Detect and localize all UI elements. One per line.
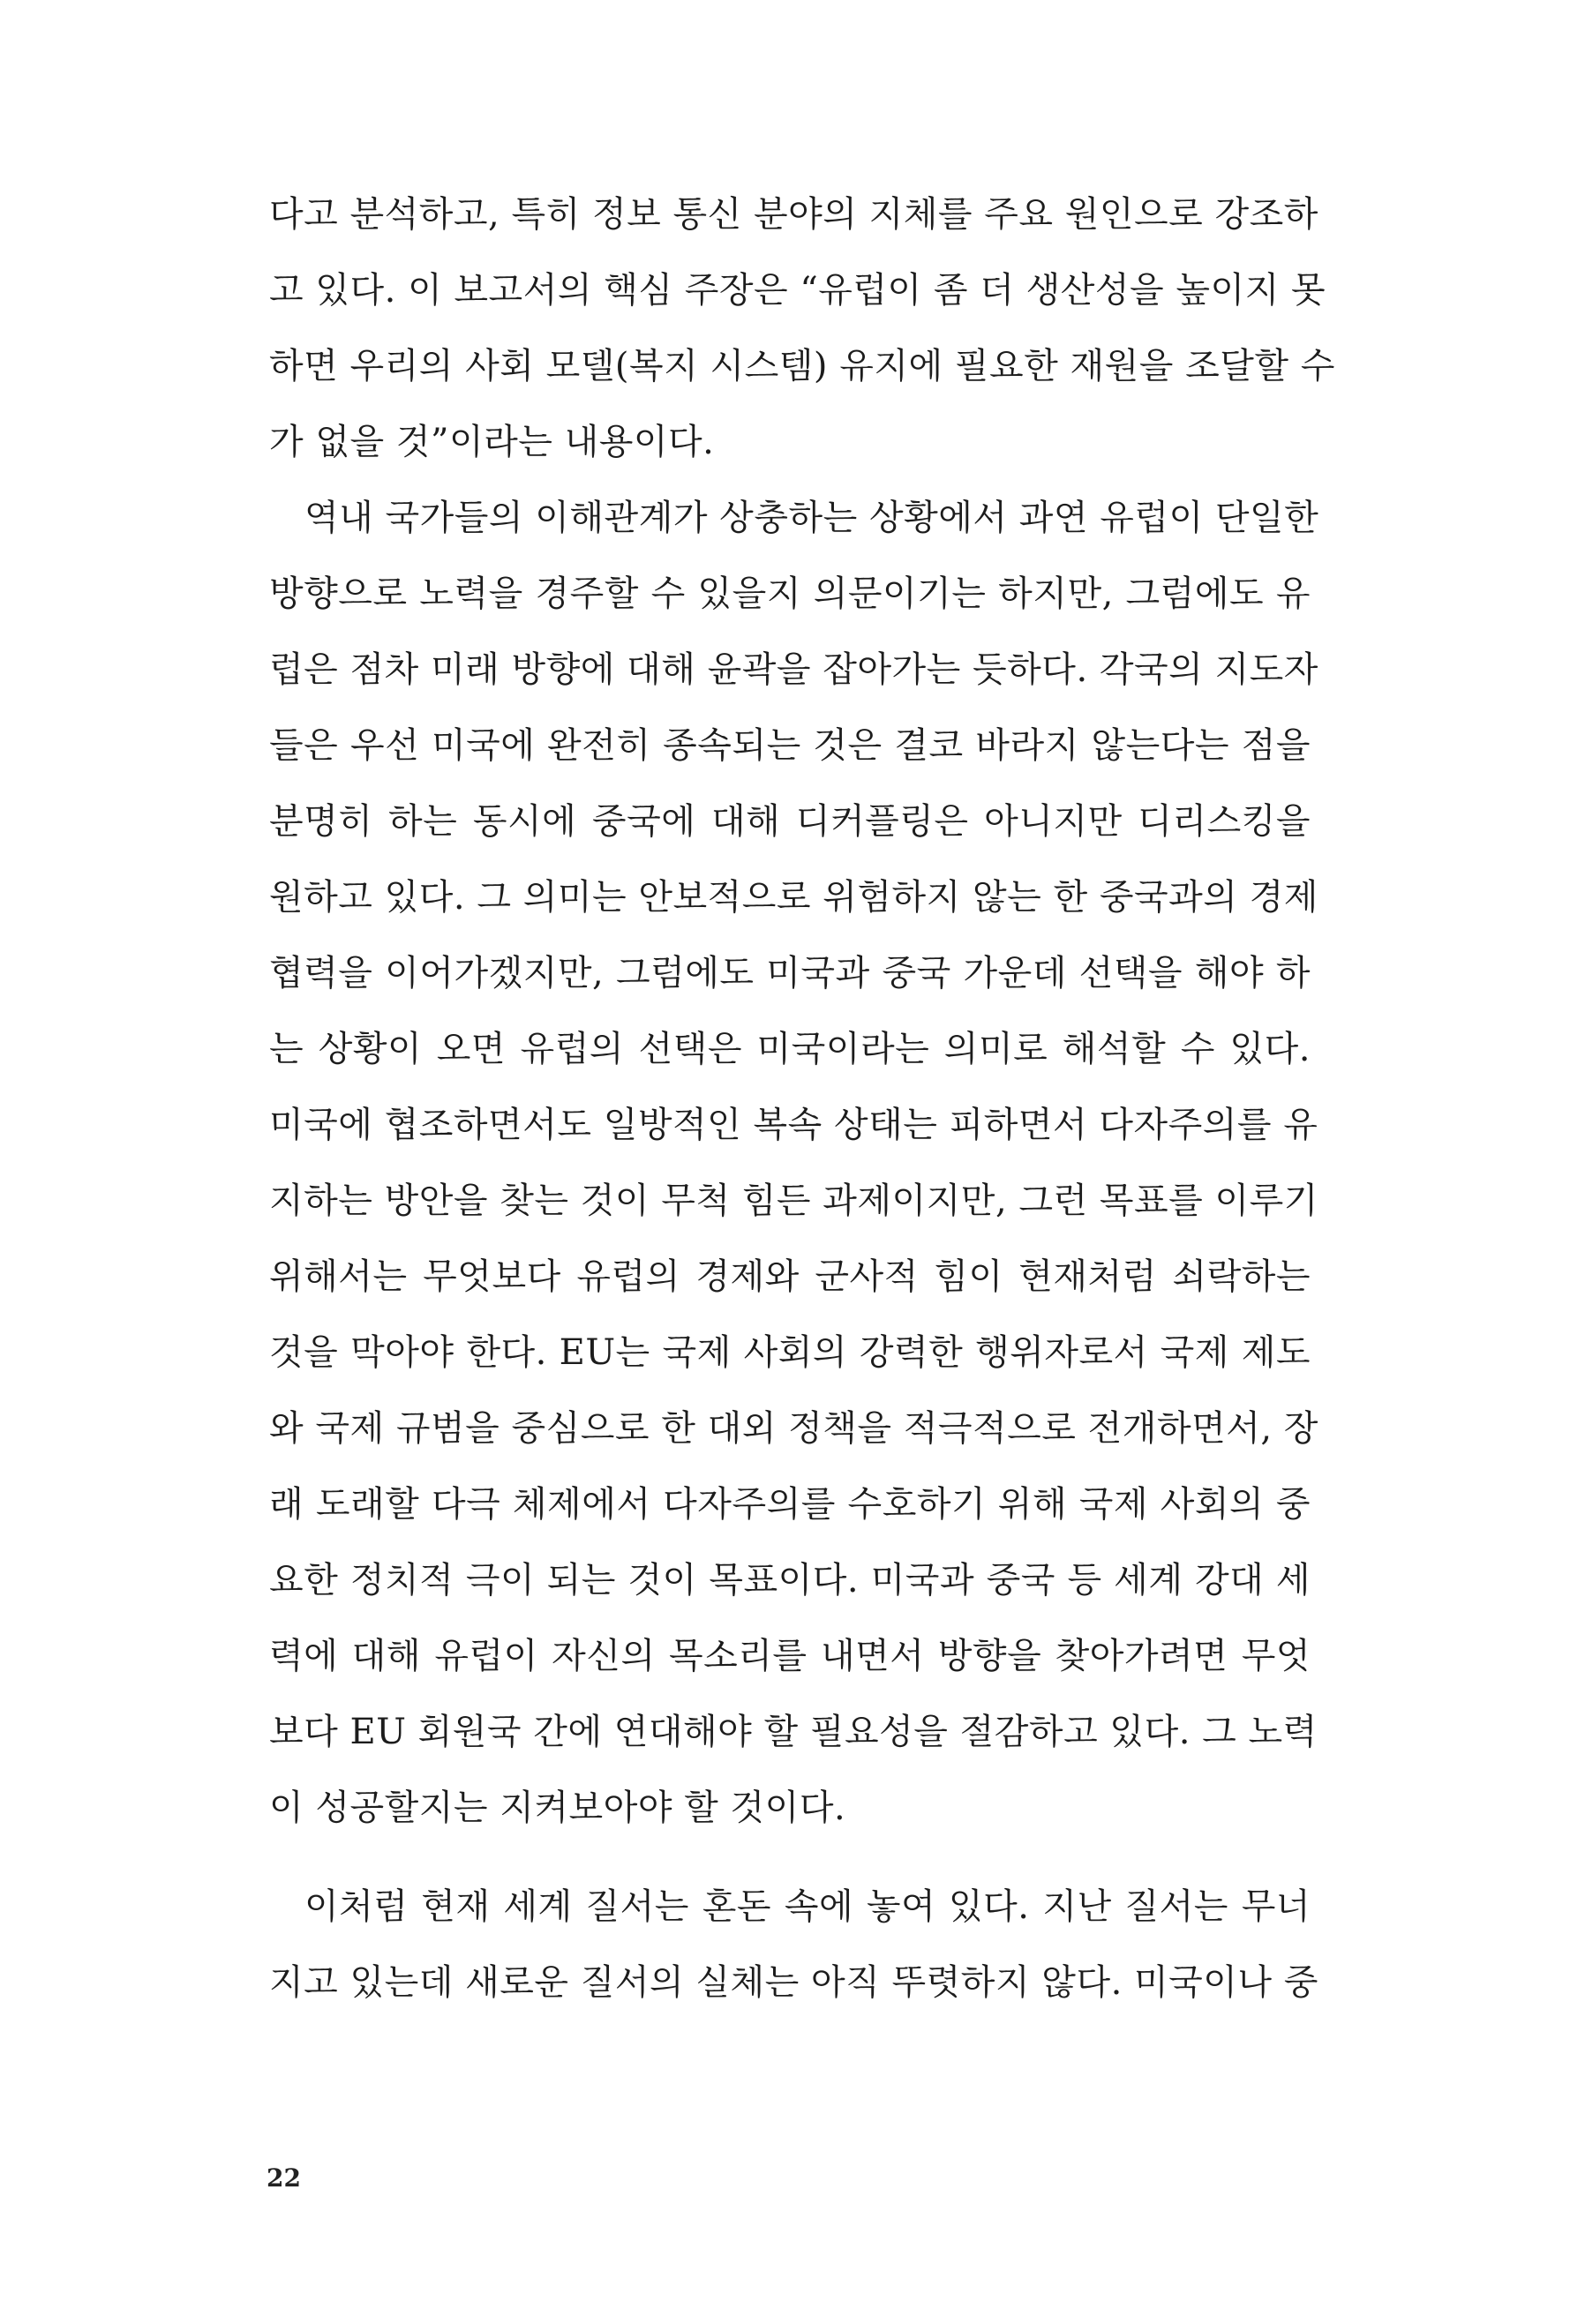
text-line: 력에 대해 유럽이 자신의 목소리를 내면서 방향을 찾아가려면 무엇 <box>269 1636 1311 1676</box>
text-line: 래 도래할 다극 체제에서 다자주의를 수호하기 위해 국제 사회의 중 <box>269 1484 1311 1525</box>
text-line: 보다 EU 회원국 간에 연대해야 할 필요성을 절감하고 있다. 그 노력 <box>269 1712 1318 1752</box>
text-line: 이처럼 현재 세계 질서는 혼돈 속에 놓여 있다. 지난 질서는 무너 <box>304 1886 1311 1927</box>
text-line: 원하고 있다. 그 의미는 안보적으로 위험하지 않는 한 중국과의 경제 <box>269 877 1318 918</box>
text-line: 들은 우선 미국에 완전히 종속되는 것은 결코 바라지 않는다는 점을 <box>269 725 1311 766</box>
text-line: 와 국제 규범을 중심으로 한 대외 정책을 적극적으로 전개하면서, 장 <box>269 1408 1318 1449</box>
body-text-section-1 <box>269 176 1335 1846</box>
text-line: 는 상황이 오면 유럽의 선택은 미국이라는 의미로 해석할 수 있다. <box>269 1029 1311 1069</box>
text-line: 위해서는 무엇보다 유럽의 경제와 군사적 힘이 현재처럼 쇠락하는 <box>269 1256 1311 1297</box>
text-line: 역내 국가들의 이해관계가 상충하는 상황에서 과연 유럽이 단일한 <box>304 498 1319 538</box>
page-number: 22 <box>267 2163 301 2193</box>
text-line: 미국에 협조하면서도 일방적인 복속 상태는 피하면서 다자주의를 유 <box>269 1105 1318 1145</box>
text-line: 분명히 하는 동시에 중국에 대해 디커플링은 아니지만 디리스킹을 <box>269 801 1311 842</box>
text-line: 다고 분석하고, 특히 정보 통신 분야의 지체를 주요 원인으로 강조하 <box>269 194 1318 235</box>
text-line: 이 성공할지는 지켜보아야 할 것이다. <box>269 1788 846 1828</box>
text-line: 것을 막아야 한다. EU는 국제 사회의 강력한 행위자로서 국제 제도 <box>269 1332 1311 1373</box>
text-line: 지고 있는데 새로운 질서의 실체는 아직 뚜렷하지 않다. 미국이나 중 <box>269 1962 1318 2003</box>
text-line: 하면 우리의 사회 모델(복지 시스템) 유지에 필요한 재원을 조달할 수 <box>269 346 1335 386</box>
text-line: 고 있다. 이 보고서의 핵심 주장은 “유럽이 좀 더 생산성을 높이지 못 <box>269 270 1326 311</box>
text-line: 방향으로 노력을 경주할 수 있을지 의문이기는 하지만, 그럼에도 유 <box>269 574 1311 614</box>
text-line: 럽은 점차 미래 방향에 대해 윤곽을 잡아가는 듯하다. 각국의 지도자 <box>269 649 1318 690</box>
text-line: 지하는 방안을 찾는 것이 무척 힘든 과제이지만, 그런 목표를 이루기 <box>269 1181 1318 1221</box>
body-text-section-2 <box>269 1869 1318 2020</box>
text-line: 가 없을 것”이라는 내용이다. <box>269 422 715 462</box>
text-line: 협력을 이어가겠지만, 그럼에도 미국과 중국 가운데 선택을 해야 하 <box>269 953 1311 993</box>
text-line: 요한 정치적 극이 되는 것이 목표이다. 미국과 중국 등 세계 강대 세 <box>269 1560 1311 1601</box>
